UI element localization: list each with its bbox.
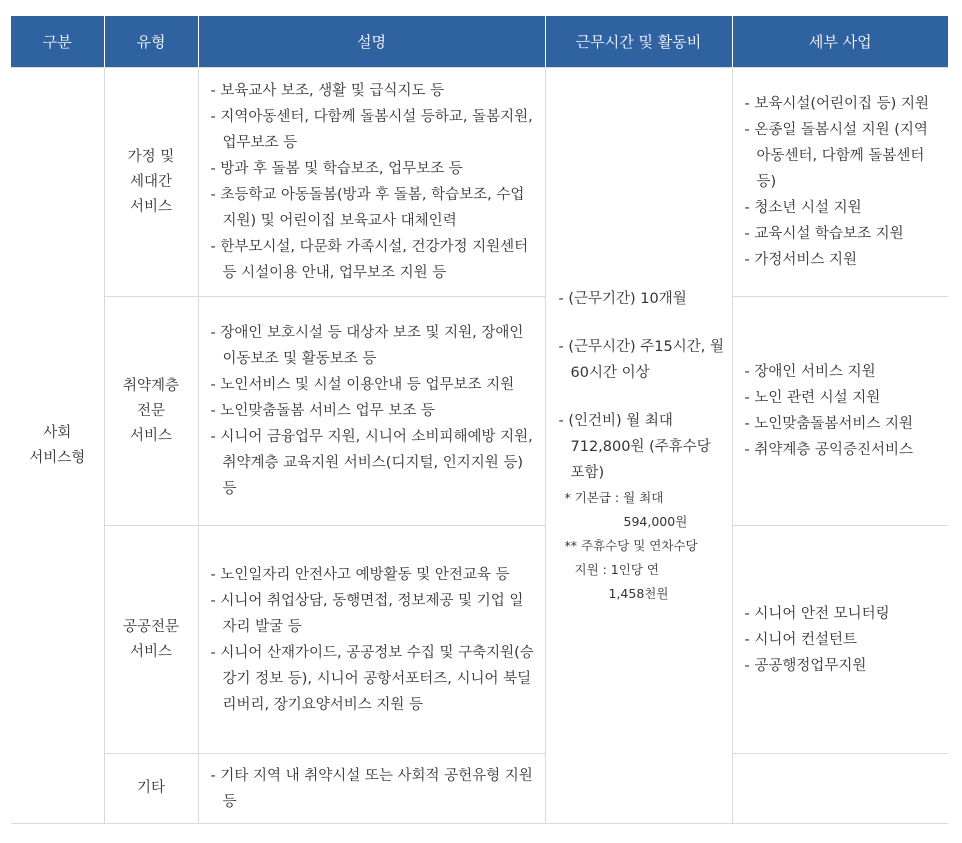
description-list	[199, 562, 545, 718]
details-cell	[732, 68, 948, 297]
details-list	[733, 359, 949, 463]
type-cell	[104, 68, 198, 297]
detail-item: - 청소년 시설 지원	[745, 195, 941, 221]
description-item: - 노인서비스 및 시설 이용안내 등 업무보조 지원	[211, 372, 537, 398]
category-line: 서비스형	[29, 449, 86, 466]
details-list	[733, 91, 949, 273]
detail-item: - 노인 관련 시설 지원	[745, 385, 941, 411]
category-cell	[11, 68, 104, 824]
table-row	[11, 526, 948, 754]
description-item: - 시니어 취업상담, 동행면접, 정보제공 및 기업 일자리 발굴 등	[211, 588, 537, 640]
type-cell	[104, 526, 198, 754]
table-row	[11, 68, 948, 297]
detail-item: - 온종일 돌봄시설 지원 (지역아동센터, 다함께 돌봄센터 등)	[745, 117, 941, 195]
table-row	[11, 297, 948, 526]
description-list	[199, 78, 545, 286]
table-row	[11, 754, 948, 824]
description-item: - 방과 후 돌봄 및 학습보조, 업무보조 등	[211, 156, 537, 182]
type-line: 취약계층	[122, 377, 180, 394]
description-item: - 보육교사 보조, 생활 및 급식지도 등	[211, 78, 537, 104]
type-line: 가정 및	[127, 148, 175, 165]
allowance-amount: 1,458천원	[608, 585, 669, 601]
description-item: - 장애인 보호시설 등 대상자 보조 및 지원, 장애인 이동보조 및 활동보조 등	[211, 320, 537, 372]
hours-pay-cell	[545, 68, 732, 824]
description-item: - 노인일자리 안전사고 예방활동 및 안전교육 등	[211, 562, 537, 588]
description-cell	[198, 68, 545, 297]
detail-item: - 장애인 서비스 지원	[745, 359, 941, 385]
description-item: - 시니어 금융업무 지원, 시니어 소비피해예방 지원, 취약계층 교육지원 서비스(디지털, 인지지원 등) 등	[211, 424, 537, 502]
type-line: 서비스	[129, 643, 173, 660]
labor-cost: - (인건비) 월 최대 712,800원 (주휴수당 포함)	[559, 408, 726, 486]
details-cell	[732, 297, 948, 526]
description-item: - 노인맞춤돌봄 서비스 업무 보조 등	[211, 398, 537, 424]
type-cell	[104, 297, 198, 526]
type-line: 서비스	[129, 198, 173, 215]
work-hours: - (근무시간) 주15시간, 월 60시간 이상	[559, 334, 726, 386]
description-item: - 시니어 산재가이드, 공공정보 수집 및 구축지원(승강기 정보 등), 시니어 공항서포터즈, 시니어 북딜리버리, 장기요양서비스 지원 등	[211, 640, 537, 718]
work-period: - (근무기간) 10개월	[559, 286, 726, 312]
allowance-note-cont: 지원 : 1인당 연	[574, 561, 659, 577]
detail-item: - 교육시설 학습보조 지원	[745, 221, 941, 247]
description-item: - 기타 지역 내 취약시설 또는 사회적 공헌유형 지원 등	[211, 763, 537, 815]
program-table	[11, 16, 948, 824]
header-description: 설명	[198, 16, 545, 68]
description-item: - 지역아동센터, 다함께 돌봄시설 등하교, 돌봄지원, 업무보조 등	[211, 104, 537, 156]
details-cell	[732, 754, 948, 824]
type-line: 공공전문	[122, 618, 180, 635]
detail-item: - 가정서비스 지원	[745, 247, 941, 273]
description-cell	[198, 754, 545, 824]
header-category: 구분	[11, 16, 104, 68]
type-line: 서비스	[129, 427, 173, 444]
header-type: 유형	[104, 16, 198, 68]
table-header-row	[11, 16, 948, 68]
description-list	[199, 763, 545, 815]
details-cell	[732, 526, 948, 754]
description-item: - 초등학교 아동돌봄(방과 후 돌봄, 학습보조, 수업 지원) 및 어린이집 보육교사 대체인력	[211, 182, 537, 234]
detail-item: - 취약계층 공익증진서비스	[745, 437, 941, 463]
type-line: 기타	[136, 780, 165, 796]
allowance-note: ** 주휴수당 및 연차수당	[564, 537, 698, 553]
header-hours-pay: 근무시간 및 활동비	[545, 16, 732, 68]
type-line: 전문	[136, 402, 165, 419]
detail-item: - 공공행정업무지원	[745, 653, 941, 679]
base-pay-amount: 594,000원	[623, 513, 688, 529]
header-detail-projects: 세부 사업	[732, 16, 948, 68]
description-cell	[198, 526, 545, 754]
type-line: 세대간	[129, 173, 173, 190]
description-list	[199, 320, 545, 502]
detail-item: - 시니어 안전 모니터링	[745, 601, 941, 627]
detail-item: - 노인맞춤돌봄서비스 지원	[745, 411, 941, 437]
category-line: 사회	[43, 424, 72, 441]
detail-item: - 보육시설(어린이집 등) 지원	[745, 91, 941, 117]
description-cell	[198, 297, 545, 526]
hours-pay-block	[546, 286, 732, 606]
detail-item: - 시니어 컨설턴트	[745, 627, 941, 653]
type-cell	[104, 754, 198, 824]
details-list	[733, 601, 949, 679]
description-item: - 한부모시설, 다문화 가족시설, 건강가정 지원센터 등 시설이용 안내, 업무보조 지원 등	[211, 234, 537, 286]
base-pay-note: * 기본급 : 월 최대	[564, 489, 664, 505]
